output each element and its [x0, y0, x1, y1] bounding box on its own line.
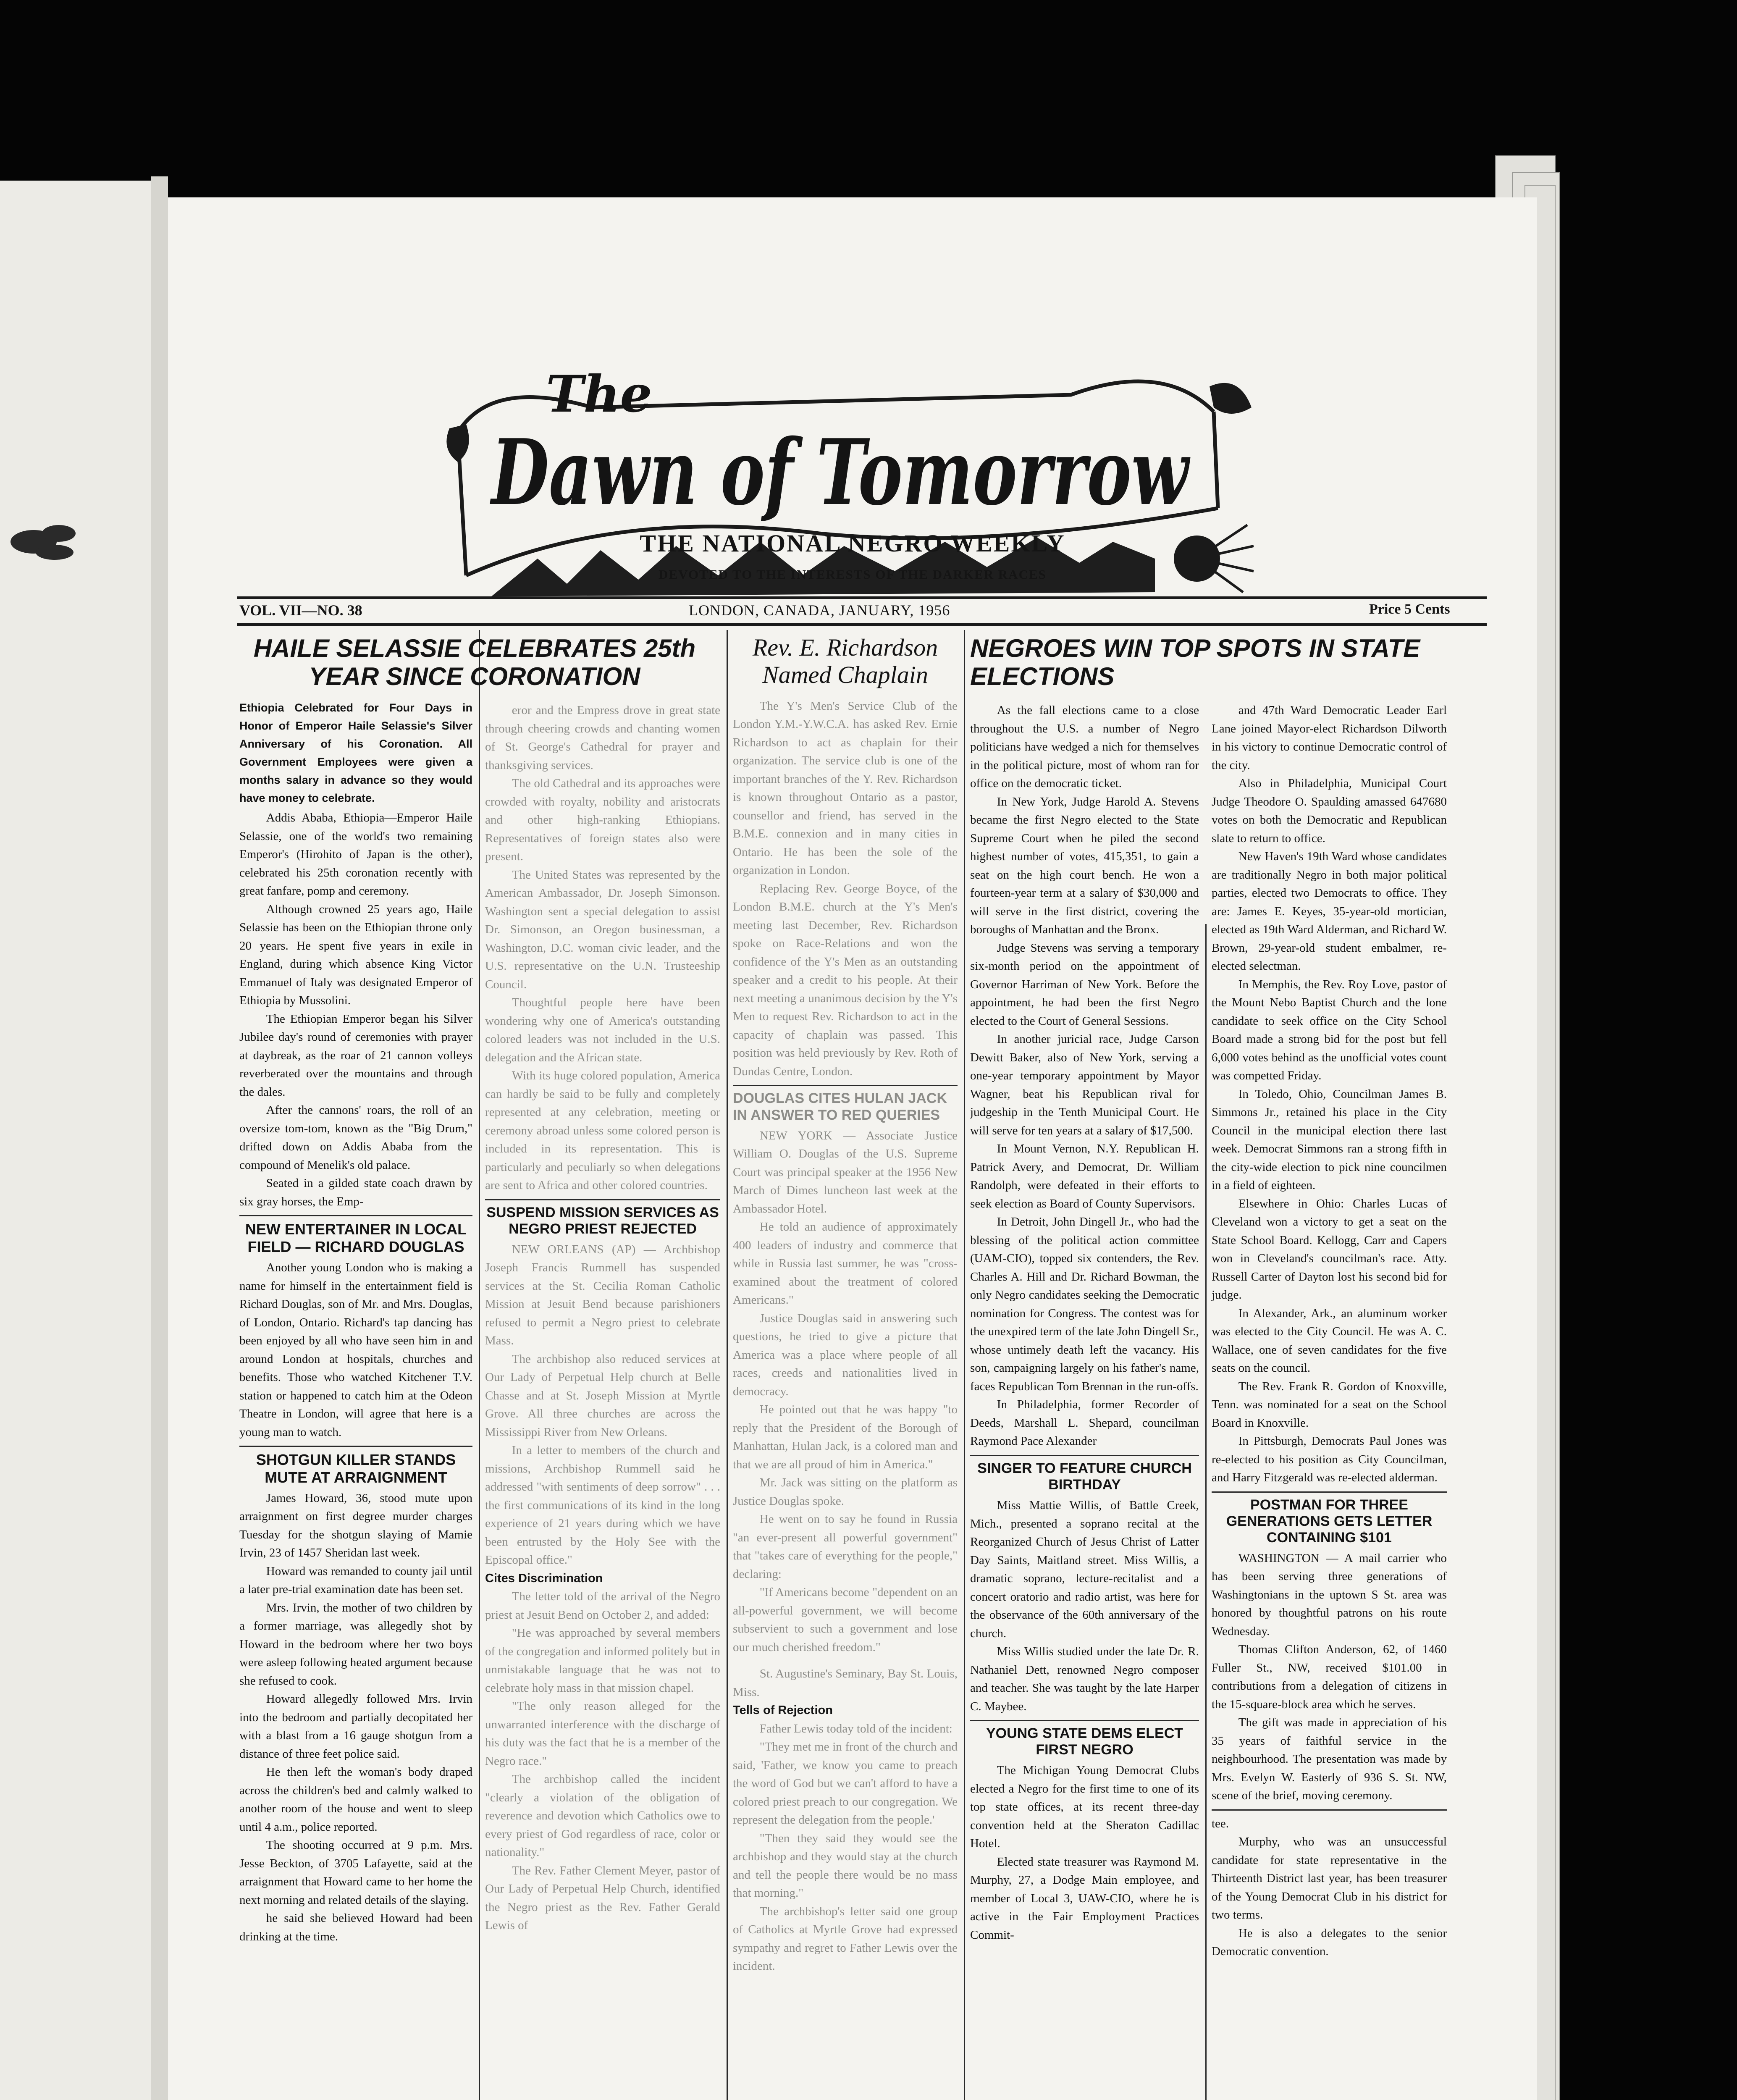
article-paragraph: In New York, Judge Harold A. Stevens became the first Negro elected to the State Supreme Court when he piled the second highest number of votes, 415,351, to gain a seat on the high court bench. He won a fourteen-year term at a salary of $30,000 and will serve in the first district, covering the boroughs of Manhattan and the Bronx.: [970, 795, 1199, 937]
article-paragraph: tee.: [1212, 1816, 1229, 1830]
article-paragraph: The archbishop also reduced services at Our Lady of Perpetual Help church at Belle Chasse and at St. Joseph Mission at Myrtle Grove. All three churches are across the Mississippi River from New Orleans.: [485, 1352, 720, 1439]
masthead-subtitle: THE NATIONAL NEGRO WEEKLY: [640, 530, 1065, 557]
article-paragraph: he said she believed Howard had been drinking at the time.: [239, 1911, 472, 1943]
column-2: [485, 701, 720, 1935]
article-paragraph: The Y's Men's Service Club of the London Y.M.-Y.W.C.A. has asked Rev. Ernie Richardson to act as chaplain for their organization. The service club is one of the important branches of the Y. Rev. Richardson is known throughout Ontario as a pastor, counsellor and friend, has served in the B.M.E. connexion and in many cities in Ontario. He has been the sole of the organization in London.: [733, 699, 958, 877]
column-rule: [1205, 924, 1207, 2100]
article-paragraph: The Rev. Father Clement Meyer, pastor of Our Lady of Perpetual Help Church, identified the Negro priest as the Rev. Father Gerald Lewis of: [485, 1864, 720, 1932]
folio-price: Price 5 Cents: [1369, 601, 1450, 617]
article-paragraph: NEW YORK — Associate Justice William O. Douglas of the U.S. Supreme Court was principal speaker at the 1956 New March of Dimes luncheon last week at the Ambassador Hotel.: [733, 1129, 958, 1215]
article-paragraph: In Memphis, the Rev. Roy Love, pastor of the Mount Nebo Baptist Church and the lone candidate to seek office on the City School Board made a strong bid for the post but fell 6,000 votes behind as the unofficial votes count was competted Friday.: [1212, 977, 1447, 1082]
article-paragraph: Thomas Clifton Anderson, 62, of 1460 Fuller St., NW, received $101.00 in contributions from a delegation of citizens in the 15-square-block area which he serves.: [1212, 1643, 1447, 1711]
section-rule: [733, 1085, 958, 1086]
headline-negroes-win: NEGROES WIN TOP SPOTS IN STATE ELECTIONS: [970, 634, 1420, 691]
article-paragraph: The Rev. Frank R. Gordon of Knoxville, Tenn. was nominated for a seat on the School Board in Knoxville.: [1212, 1379, 1447, 1430]
headline-richardson: Rev. E. Richardson Named Chaplain: [752, 634, 938, 688]
article-paragraph: NEW ORLEANS (AP) — Archbishop Joseph Francis Rummell has suspended services at the St. Cecilia Roman Catholic Mission at Jesuit Bend because parishioners refused to permit a Negro priest to celebrate Mass.: [485, 1242, 720, 1348]
column-5: [1212, 701, 1447, 1961]
article-paragraph: In Toledo, Ohio, Councilman James B. Simmons Jr., retained his place in the City Council in the municipal election there last week. Democrat Simmons ran a strong fifth in the city-wide election to pick nine councilmen in a field of eighteen.: [1212, 1087, 1447, 1192]
column-3: [733, 630, 958, 1976]
article-paragraph: Mrs. Irvin, the mother of two children by a former marriage, was allegedly shot by Howard in the bedroom where her two boys were asleep following heated argument because she refused to cook.: [239, 1601, 472, 1688]
column-rule: [479, 630, 480, 2100]
article-paragraph: After the cannons' roars, the roll of an oversize tom-tom, known as the "Big Drum," drifted down on Addis Ababa from the compound of Menelik's old palace.: [239, 1103, 472, 1172]
headline-suspend-mission: SUSPEND MISSION SERVICES AS NEGRO PRIEST REJECTED: [486, 1204, 719, 1237]
folio-rule-bottom: [237, 623, 1487, 626]
lead-haile-selassie: Ethiopia Celebrated for Four Days in Honor of Emperor Haile Selassie's Silver Anniversary of his Coronation. All Government Employees were given a months salary in advance so they would have money to celebrate.: [239, 701, 472, 805]
folio-volume: VOL. VII—NO. 38: [239, 602, 362, 619]
article-paragraph: He pointed out that he was happy "to reply that the President of the Borough of Manhattan, Hulan Jack, is a colored man and that we are all proud of him in America.": [733, 1403, 958, 1471]
headline-young-dems: YOUNG STATE DEMS ELECT FIRST NEGRO: [986, 1725, 1183, 1758]
article-paragraph: The old Cathedral and its approaches were crowded with royalty, nobility and aristocrats and other high-ranking Ethiopians. Representatives of foreign states also were present.: [485, 777, 720, 863]
article-paragraph: St. Augustine's Seminary, Bay St. Louis, Miss.: [733, 1667, 958, 1699]
article-paragraph: In a letter to members of the church and missions, Archbishop Rummell said he addressed "with sentiments of deep sorrow" . . . the first communications of its kind in the long experience of 21 years during which we have been entrusted by the Holy See with the Episcopal office.": [485, 1444, 720, 1567]
article-paragraph: James Howard, 36, stood mute upon arraignment on first degree murder charges Tuesday for the shotgun slaying of Mamie Irvin, 23 of 1457 Sheridan last week.: [239, 1491, 472, 1560]
article-paragraph: Also in Philadelphia, Municipal Court Judge Theodore O. Spaulding amassed 647680 votes on both the Democratic and Republican slate to return to office.: [1212, 777, 1447, 845]
headline-shotgun-killer: SHOTGUN KILLER STANDS MUTE AT ARRAIGNMENT: [256, 1451, 456, 1486]
article-paragraph: He went on to say he found in Russia "an ever-present all powerful government" that "takes care of everything for the people," declaring:: [733, 1512, 958, 1581]
section-rule: [239, 1215, 472, 1216]
article-paragraph: Miss Mattie Willis, of Battle Creek, Mich., presented a soprano recital at the Reorganized Church of Jesus Christ of Latter Day Saints, Maitland street. Miss Willis, a dramatic soprano, lecture-recitalist and a concert oratorio and radio artist, was here for the observance of the 60th anniversary of the church.: [970, 1499, 1199, 1640]
article-paragraph: In Detroit, John Dingell Jr., who had the blessing of the political action committee (UAM-CIO), topped six contenders, the Rev. Charles A. Hill and Dr. Richard Bowman, the only Negro candidates seeking the Democratic nomination for Congress. The contest was for the unexpired term of the late John Dingell Sr., whose untimely death left the vacancy. His son, campaigning largely on his father's name, faces Republican Tom Brennan in the run-offs.: [970, 1215, 1199, 1393]
article-paragraph: He then left the woman's body draped across the children's bed and calmly walked to another room of the house and went to sleep until 4 a.m., police reported.: [239, 1765, 472, 1834]
article-paragraph: In Alexander, Ark., an aluminum worker was elected to the City Council. He was A. C. Wallace, one of seven candidates for the five seats on the council.: [1212, 1306, 1447, 1375]
article-paragraph: Miss Willis studied under the late Dr. R. Nathaniel Dett, renowned Negro composer and teacher. She was taught by the late Harper C. Maybee.: [970, 1645, 1199, 1713]
section-rule: [1212, 1809, 1447, 1811]
article-paragraph: Mr. Jack was sitting on the platform as Justice Douglas spoke.: [733, 1476, 958, 1508]
article-paragraph: Howard was remanded to county jail until a later pre-trial examination date has been set.: [239, 1564, 472, 1596]
masthead-motto: DEVOTED TO THE INTERESTS OF THE DARKER RACES: [659, 567, 1047, 582]
article-paragraph: "They met me in front of the church and said, 'Father, we know you came to preach the word of God but we can't afford to have a colored priest preach to our congregation. We represent the delegation from the people.': [733, 1740, 958, 1827]
article-paragraph: Murphy, who was an unsuccessful candidate for state representative in the Thirteenth District last year, has been treasurer of the Young Democrat Club in his district for two terms.: [1212, 1835, 1447, 1922]
article-paragraph: The United States was represented by the American Ambassador, Dr. Joseph Simonson. Washington sent a special delegation to assist Dr. Simonson, an Oregon businessman, a Washington, D.C. woman civic leader, and the U.S. representative on the U.N. Trusteeship Council.: [485, 868, 720, 991]
article-paragraph: As the fall elections came to a close throughout the U.S. a number of Negro politicians have wedged a nich for themselves in the political picture, most of whom ran for office on the democratic ticket.: [970, 704, 1199, 790]
article-paragraph: eror and the Empress drove in great state through cheering crowds and chanting women of St. George's Cathedral for prayer and thanksgiving services.: [485, 704, 720, 772]
headline-singer: SINGER TO FEATURE CHURCH BIRTHDAY: [977, 1460, 1192, 1493]
article-paragraph: Father Lewis today told of the incident:: [759, 1722, 952, 1735]
article-paragraph: WASHINGTON — A mail carrier who has been serving three generations of Washingtonians in the uptown S St. area was honored by thoughtful patrons on his route Wednesday.: [1212, 1551, 1447, 1638]
section-rule: [1212, 1491, 1447, 1493]
facing-page-gutter: [151, 176, 168, 2100]
facing-page: [0, 181, 168, 2100]
section-rule: [970, 1455, 1199, 1456]
column-rule: [727, 630, 728, 2100]
article-paragraph: In another juricial race, Judge Carson Dewitt Baker, also of New York, serving a one-year temporary appointment by Mayor Wagner, beat his Republican rival for judgeship in the Tenth Municipal Court. He will serve for ten years at a salary of $17,500.: [970, 1032, 1199, 1137]
article-paragraph: In Pittsburgh, Democrats Paul Jones was re-elected to his position as City Councilman, and Harry Fitzgerald was re-elected alderman.: [1212, 1434, 1447, 1484]
article-paragraph: He is also a delegates to the senior Democratic convention.: [1212, 1926, 1447, 1958]
article-paragraph: Judge Stevens was serving a temporary six-month period on the appointment of Governor Harriman of New York. Before the appointment, he had been the first Negro elected to the Court of General Sessions.: [970, 941, 1199, 1028]
article-paragraph: "The only reason alleged for the unwarranted interference with the discharge of his duty was the fact that he is a member of the Negro race.": [485, 1699, 720, 1768]
article-paragraph: Another young London who is making a name for himself in the entertainment field is Richard Douglas, son of Mr. and Mrs. Douglas, of London, Ontario. Richard's tap dancing has been enjoyed by all who have seen him in and around London at hospitals, churches and benefits. Those who watched Kitchener T.V. station or happened to catch him at the Odeon Theatre in London, will agree that here is a young man to watch.: [239, 1261, 472, 1439]
article-paragraph: Although crowned 25 years ago, Haile Selassie has been on the Ethiopian throne only 20 years. He spent five years in exile in England, during which absence King Victor Emmanuel of Italy was designated Emperor of Ethiopia by Mussolini.: [239, 902, 472, 1008]
article-paragraph: He told an audience of approximately 400 leaders of industry and commerce that while in Russia last summer, he was "cross-examined about the treatment of colored Americans.": [733, 1220, 958, 1307]
folio-rule-top: [237, 596, 1487, 599]
article-paragraph: Addis Ababa, Ethiopia—Emperor Haile Selassie, one of the world's two remaining Emperor's (Hirohito of Japan is the other), celebrated his 25th coronation recently with great fanfare, pomp and ceremony.: [239, 811, 472, 898]
article-paragraph: "He was approached by several members of the congregation and informed politely but in unmistakable language that he was not to celebrate holy mass in that mission chapel.: [485, 1626, 720, 1695]
section-rule: [239, 1446, 472, 1447]
article-subhead: Cites Discrimination: [485, 1571, 603, 1585]
article-paragraph: Replacing Rev. George Boyce, of the London B.M.E. church at the Y's Men's meeting last December, Rev. Richardson spoke on Race-Relations and won the confidence of the Y's Men as an outstanding speaker and a credit to his people. At their next meeting a unanimous decision by the Y's Men to request Rev. Richardson to act in the capacity of chaplain was passed. This position was held previously by Rev. Roth of Dundas Centre, London.: [733, 882, 958, 1078]
section-rule: [485, 1199, 720, 1200]
article-paragraph: The Michigan Young Democrat Clubs elected a Negro for the first time to one of its top state offices, at its recent three-day convention held at the Sheraton Cadillac Hotel.: [970, 1764, 1199, 1851]
article-paragraph: In Mount Vernon, N.Y. Republican H. Patrick Avery, and Democrat, Dr. William Randolph, were defeated in their efforts to seek election as Board of County Supervisors.: [970, 1142, 1199, 1210]
article-paragraph: The Ethiopian Emperor began his Silver Jubilee day's round of ceremonies with prayer at daybreak, as the roar of 21 cannon volleys reverberated over the mountains and through the dales.: [239, 1012, 472, 1099]
article-paragraph: The archbishop called the incident "clearly a violation of the obligation of reverence and devotion which Catholics owe to every priest of God regardless of race, color or nationality.": [485, 1772, 720, 1859]
headline-new-entertainer: NEW ENTERTAINER IN LOCAL FIELD — RICHARD DOUGLAS: [245, 1221, 467, 1255]
article-paragraph: Thoughtful people here have been wondering why one of America's outstanding colored leaders was not included in the U.S. delegation and the African state.: [485, 996, 720, 1064]
article-paragraph: Elected state treasurer was Raymond M. Murphy, 27, a Dodge Main employee, and member of Local 3, UAW-CIO, where he is active in the Fair Employment Practices Commit-: [970, 1855, 1199, 1942]
masthead-the: The: [546, 365, 652, 424]
article-paragraph: The archbishop's letter said one group of Catholics at Myrtle Grove had expressed sympathy and regret to Father Lewis over the incident.: [733, 1904, 958, 1973]
article-paragraph: "If Americans become "dependent on an all-powerful government, we will become subservient to such a government and lose our much cherished freedom.": [733, 1586, 958, 1654]
article-paragraph: The letter told of the arrival of the Negro priest at Jesuit Bend on October 2, and added:: [485, 1590, 720, 1622]
article-paragraph: Seated in a gilded state coach drawn by six gray horses, the Emp-: [239, 1176, 472, 1208]
headline-postman: POSTMAN FOR THREE GENERATIONS GETS LETTER CONTAINING $101: [1226, 1496, 1433, 1546]
section-rule: [970, 1720, 1199, 1721]
masthead-title: Dawn of Tomorrow: [489, 419, 1191, 525]
article-paragraph: Elsewhere in Ohio: Charles Lucas of Cleveland won a victory to get a seat on the State School Board. Kellogg, Carr and Capers won in Cleveland's councilman's race. Atty. Russell Carter of Dayton lost his second bid for judge.: [1212, 1197, 1447, 1302]
headline-haile-selassie: HAILE SELASSIE CELEBRATES 25th YEAR SINCE CORONATION: [253, 634, 696, 691]
ornament-icon: [8, 504, 84, 580]
article-paragraph: The gift was made in appreciation of his 35 years of faithful service in the neighbourhood. The presentation was made by Mrs. Evelyn W. Easterly of 936 S. St. NW, scene of the brief, moving ceremony.: [1212, 1716, 1447, 1803]
article-paragraph: Justice Douglas said in answering such questions, he tried to give a picture that America was a place where people of all races, creeds and nationalities lived in democracy.: [733, 1311, 958, 1398]
article-subhead: Tells of Rejection: [733, 1704, 833, 1717]
column-rule: [964, 630, 965, 2100]
article-paragraph: and 47th Ward Democratic Leader Earl Lane joined Mayor-elect Richardson Dilworth in his victory to continue Democratic control of the city.: [1212, 704, 1447, 772]
headline-douglas-hulan-jack: DOUGLAS CITES HULAN JACK IN ANSWER TO RED QUERIES: [733, 1090, 947, 1123]
newspaper-page: [168, 197, 1537, 2100]
article-paragraph: With its huge colored population, America can hardly be said to be fully and completely represented at any celebration, meeting or ceremony abroad unless some colored person is included in its representation. This is particularly and peculiarly so when delegations are sent to Africa and other colored countries.: [485, 1069, 720, 1192]
article-paragraph: In Philadelphia, former Recorder of Deeds, Marshall L. Shepard, councilman Raymond Pace Alexander: [970, 1398, 1199, 1448]
article-paragraph: The shooting occurred at 9 p.m. Mrs. Jesse Beckton, of 3705 Lafayette, said at the arraignment that Howard came to her home the next morning and related details of the slaying.: [239, 1838, 472, 1907]
article-paragraph: New Haven's 19th Ward whose candidates are traditionally Negro in both major political parties, elected two Democrats to office. They are: James E. Keyes, 35-year-old mortician, elected as 19th Ward Alderman, and Richard W. Brown, 29-year-old student embalmer, re-elected selectman.: [1212, 850, 1447, 973]
folio-dateline: LONDON, CANADA, JANUARY, 1956: [689, 602, 950, 619]
article-paragraph: "Then they said they would see the archbishop and they would stay at the church and tell the people there would be no mass that morning.": [733, 1831, 958, 1900]
article-paragraph: Howard allegedly followed Mrs. Irvin into the bedroom and partially decopitated her with a blast from a 16 gauge shotgun from a distance of three feet police said.: [239, 1692, 472, 1761]
